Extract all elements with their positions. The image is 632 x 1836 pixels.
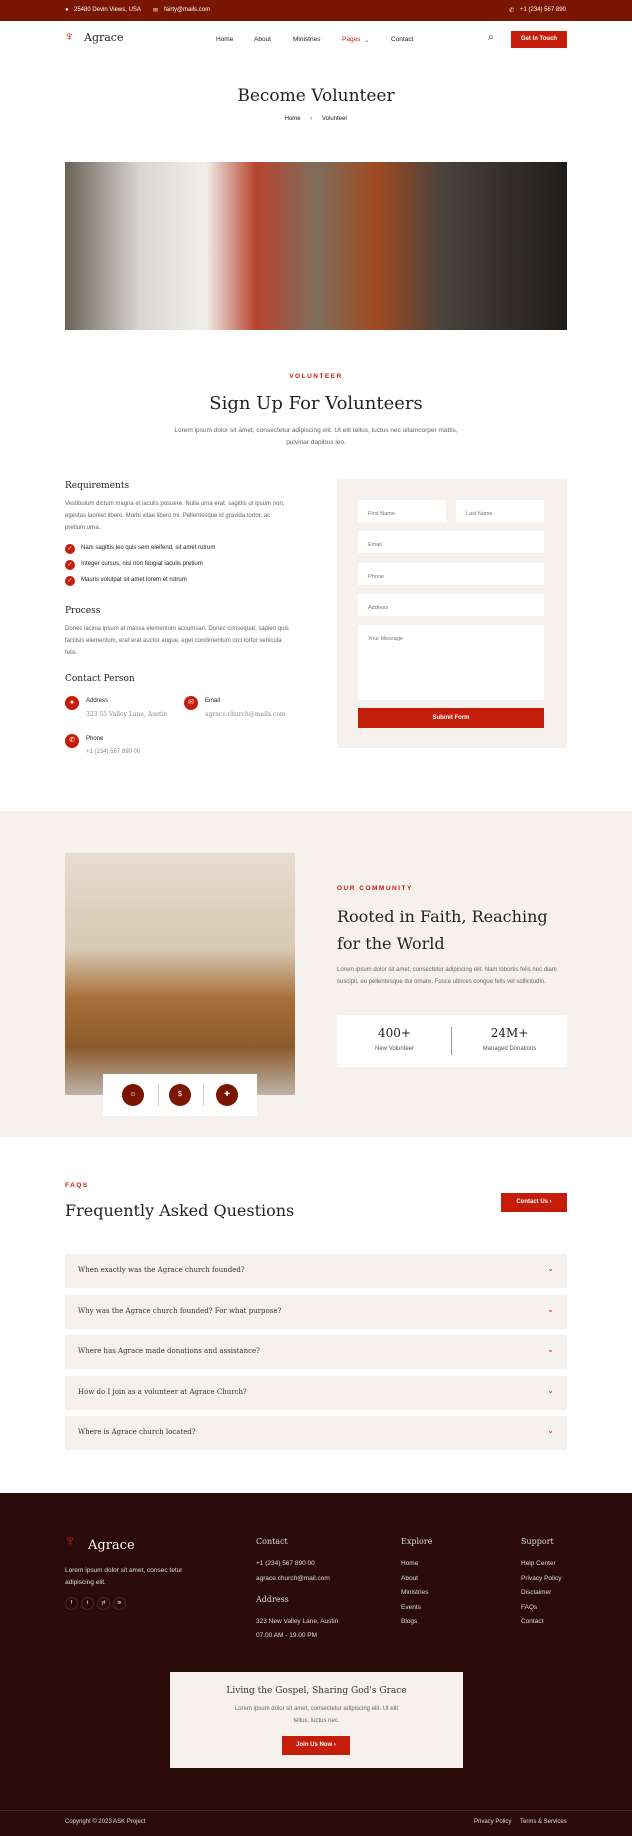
- submit-form-button[interactable]: Submit Form: [358, 708, 544, 728]
- faq-title: Frequently Asked Questions: [65, 1201, 295, 1220]
- phone-icon: ✆: [65, 734, 79, 748]
- footer-link[interactable]: About: [401, 1575, 418, 1582]
- community-image: [65, 853, 295, 1095]
- footer-logo[interactable]: Agrace: [88, 1538, 135, 1553]
- nav-home[interactable]: Home: [216, 36, 234, 43]
- phone-input[interactable]: Phone: [358, 563, 544, 585]
- topbar-phone[interactable]: +1 (234) 567 890: [520, 7, 566, 13]
- faq-item[interactable]: How do I join as a volunteer at Agrace Church? ⌄: [65, 1376, 567, 1410]
- linkedin-icon[interactable]: in: [113, 1597, 126, 1610]
- phone-icon: ✆: [509, 8, 515, 14]
- check-icon: ✓: [65, 576, 75, 586]
- chevron-down-icon: ⌄: [547, 1426, 554, 1435]
- footer-link[interactable]: Contact: [521, 1618, 544, 1625]
- contact-us-button[interactable]: Contact Us ›: [501, 1193, 567, 1212]
- get-in-touch-button[interactable]: Get In Touch: [511, 31, 567, 48]
- first-name-input[interactable]: First Name: [358, 500, 446, 522]
- footer-phone[interactable]: +1 (234) 567 890 00: [256, 1560, 315, 1567]
- footer-about: Lorem ipsum dolor sit amet, consec tetur adipiscing elit.: [65, 1567, 183, 1586]
- contact-person-title: Contact Person: [65, 674, 135, 684]
- nav-pages[interactable]: Pages: [342, 36, 361, 43]
- location-icon: ●: [65, 7, 69, 13]
- privacy-policy-link[interactable]: Privacy Policy: [474, 1819, 512, 1825]
- logo-icon: ♆: [64, 1533, 76, 1550]
- mail-icon: ✉: [184, 696, 198, 710]
- chevron-down-icon: ⌄: [547, 1305, 554, 1314]
- address-value: 323 55 Valley Lane, Austin: [86, 711, 168, 718]
- top-bar: [0, 0, 632, 21]
- footer-contact-title: Contact: [256, 1537, 288, 1546]
- phone-label: Phone: [86, 736, 104, 742]
- helping-hand-icon: ✚: [216, 1084, 238, 1106]
- check-icon: ✓: [65, 544, 75, 554]
- chevron-down-icon: ⌄: [547, 1386, 554, 1395]
- check-icon: ✓: [65, 560, 75, 570]
- logo-icon: ♆: [64, 28, 75, 44]
- faq-item[interactable]: Why was the Agrace church founded? For what purpose? ⌄: [65, 1295, 567, 1329]
- footer-divider: [0, 1810, 632, 1811]
- nav-contact[interactable]: Contact: [391, 36, 414, 43]
- process-title: Process: [65, 606, 101, 616]
- footer-email[interactable]: agrace.church@mail.com: [256, 1575, 330, 1582]
- mail-icon: ✉: [153, 8, 159, 14]
- footer-address-title: Address: [256, 1595, 289, 1604]
- footer-link[interactable]: Events: [401, 1604, 421, 1611]
- requirements-title: Requirements: [65, 481, 130, 491]
- stat-value: 24M+: [490, 1026, 529, 1040]
- address-input[interactable]: Address: [358, 594, 544, 616]
- terms-link[interactable]: Terms & Services: [520, 1819, 567, 1825]
- facebook-icon[interactable]: f: [65, 1597, 78, 1610]
- faq-item[interactable]: When exactly was the Agrace church founded? ⌄: [65, 1254, 567, 1288]
- chevron-down-icon: ⌄: [547, 1345, 554, 1354]
- breadcrumb: [0, 116, 632, 122]
- donation-icon: $: [169, 1084, 191, 1106]
- process-text: Donec lacinia ipsum at massa elementum accumsan. Donec consequat, sapien quis facilisis elementum, erat erat auctor augue, eget condimentum orci tortor vehicula felis.: [65, 626, 289, 656]
- faq-eyebrow: FAQS: [65, 1182, 89, 1189]
- chevron-down-icon: ⌄: [547, 1264, 554, 1273]
- footer-address: 323 New Valley Lane, Austin: [256, 1618, 339, 1625]
- footer-explore-title: Explore: [401, 1537, 433, 1546]
- check-item: Integer cursus, nisi non feugiat iaculis pretium: [81, 561, 203, 567]
- footer-hours: 07.00 AM - 19.00 PM: [256, 1632, 318, 1639]
- cta-banner: [170, 1672, 463, 1768]
- community-text: Lorem ipsum dolor sit amet, consectetur adipiscing elit. Nam lobortis felis nec diam suscipit, eu pellentesque dui ornare. Fusce ultrices congue felis vel sollicitudin.: [337, 967, 557, 985]
- location-icon: ●: [65, 696, 79, 710]
- logo-text[interactable]: Agrace: [84, 31, 124, 44]
- footer-support-title: Support: [521, 1537, 554, 1546]
- chevron-right-icon: ›: [310, 116, 313, 122]
- footer-link[interactable]: Ministries: [401, 1589, 429, 1596]
- topbar-address: 25480 Devin Views, USA: [74, 7, 141, 13]
- cta-text: Lorem ipsum dolor sit amet, consectetur adipiscing elit. Ut elit tellus, luctus nec.: [234, 1706, 399, 1724]
- address-label: Address: [86, 698, 109, 704]
- volunteer-form: [337, 479, 567, 748]
- chevron-down-icon: ⌄: [364, 37, 370, 44]
- email-input[interactable]: Email: [358, 531, 544, 553]
- youtube-icon[interactable]: yt: [97, 1597, 110, 1610]
- phone-value: +1 (234) 567 890 00: [86, 749, 141, 755]
- community-eyebrow: OUR COMMUNITY: [337, 885, 413, 892]
- faq-item[interactable]: Where has Agrace made donations and assistance? ⌄: [65, 1335, 567, 1369]
- signup-title: Sign Up For Volunteers: [209, 393, 423, 414]
- topbar-email[interactable]: fairty@mails.com: [164, 7, 211, 13]
- check-item: Nam sagittis leo quis sem eleifend, sit amet rutrum: [81, 545, 216, 551]
- copyright: Copyright © 2023 ASK Project: [65, 1819, 146, 1825]
- main-nav: [0, 21, 632, 58]
- icon-card: [103, 1074, 257, 1116]
- footer-link[interactable]: Help Center: [521, 1560, 556, 1567]
- footer-link[interactable]: Home: [401, 1560, 419, 1567]
- requirements-text: Vestibulum dictum magna et iaculis posuere. Nulla urna erat, sagittis ut ipsum non, egestas laoreet libero. Morbi vitae libero mi. Pellentesque id gravida tortor, ac pretium urna.: [65, 501, 285, 531]
- twitter-icon[interactable]: t: [81, 1597, 94, 1610]
- footer-link[interactable]: Privacy Policy: [521, 1575, 562, 1582]
- nav-ministries[interactable]: Ministries: [293, 36, 321, 43]
- faq-item[interactable]: Where is Agrace church located? ⌄: [65, 1416, 567, 1450]
- check-item: Mauris volutpat sit amet lorem et rutrum: [81, 577, 187, 583]
- stat-label: Managed Donations: [482, 1046, 537, 1052]
- smile-icon: ☺: [122, 1084, 144, 1106]
- search-icon[interactable]: ⌕: [488, 32, 494, 43]
- stats-card: [337, 1015, 567, 1067]
- email-label: Email: [205, 698, 221, 704]
- footer-link[interactable]: FAQs: [521, 1604, 538, 1611]
- join-us-button[interactable]: Join Us Now ›: [282, 1736, 350, 1755]
- page-title: Become Volunteer: [237, 86, 395, 106]
- community-title: Rooted in Faith, Reaching for the World: [337, 907, 548, 953]
- stat-value: 400+: [378, 1026, 411, 1040]
- hero-image: [65, 162, 567, 330]
- cta-title: Living the Gospel, Sharing God's Grace: [226, 1686, 407, 1696]
- footer-link[interactable]: Blogs: [401, 1618, 418, 1625]
- breadcrumb-home[interactable]: Home: [284, 116, 301, 122]
- breadcrumb-current: Volunteer: [322, 116, 348, 122]
- volunteer-eyebrow: VOLUNTEER: [289, 373, 343, 380]
- last-name-input[interactable]: Last Name: [456, 500, 544, 522]
- message-textarea[interactable]: Your Message: [358, 625, 544, 700]
- signup-intro: Lorem ipsum dolor sit amet, consectetur adipiscing elit. Ut elit tellus, luctus nec ullamcorper mattis, pulvinar dapibus leo.: [174, 427, 458, 446]
- stat-label: New Volunteer: [374, 1046, 415, 1052]
- footer-link[interactable]: Disclaimer: [521, 1589, 552, 1596]
- email-value[interactable]: agrace.church@mails.com: [205, 711, 286, 718]
- nav-about[interactable]: About: [254, 36, 271, 43]
